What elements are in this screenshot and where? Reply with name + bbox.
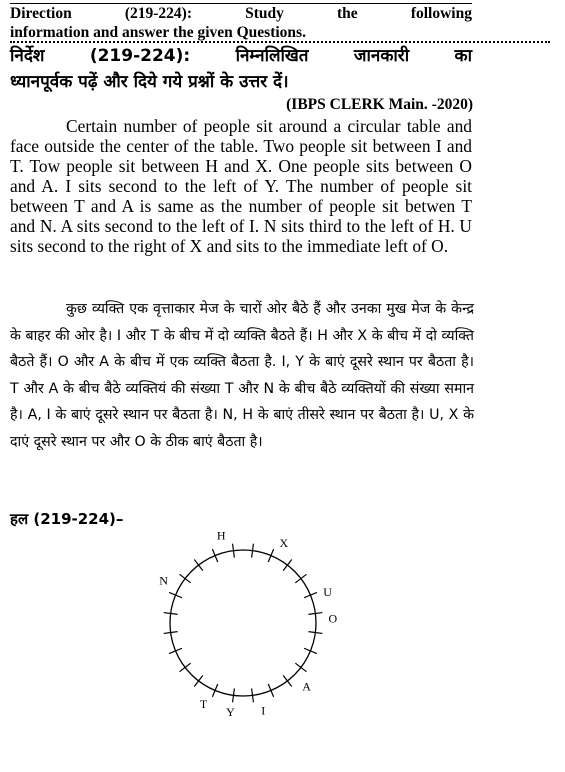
solution-label: हल (219-224)– xyxy=(10,510,124,528)
seat-tick xyxy=(169,648,182,653)
direction-english-line1 xyxy=(10,4,472,23)
seat-label: I xyxy=(261,703,266,718)
seat-tick xyxy=(283,675,292,686)
direction-word: the xyxy=(337,5,358,22)
seat-label: H xyxy=(216,528,226,543)
direction-word: Study xyxy=(245,5,284,22)
seat-tick xyxy=(194,675,203,686)
seat-label: O xyxy=(328,611,338,626)
direction-hindi-line1 xyxy=(10,43,472,69)
question-paragraph-english: Certain number of people sit around a circular table and face outside the center of the table. Two people sit between I and T. Tow people sit between H and X. One people sits between O and A. I sits second to the left of Y. The number of people sit between T and A is same as the number of people sit betwen T and N. A sits second to the left of I. N sits third to the left of H. U sits second to the right of X and sits to the immediate left of O. xyxy=(10,116,472,256)
seat-tick xyxy=(194,560,203,571)
direction-word: जानकारी xyxy=(353,46,410,66)
seat-tick xyxy=(180,574,191,583)
seat-label: T xyxy=(199,696,208,711)
seat-tick xyxy=(212,549,217,562)
direction-english-line2: information and answer the given Questions. xyxy=(10,24,306,41)
seat-tick xyxy=(283,560,292,571)
direction-hindi-line2: ध्यानपूर्वक पढ़ें और दिये गये प्रश्नों के उत्तर दें। xyxy=(10,72,289,92)
seat-label: U xyxy=(323,585,332,600)
direction-hindi xyxy=(10,43,472,95)
seat-tick xyxy=(295,574,306,583)
direction-word: निम्नलिखित xyxy=(235,46,309,66)
seat-label: N xyxy=(159,573,168,588)
seat-tick xyxy=(180,663,191,672)
seat-tick xyxy=(304,592,317,597)
direction-word: Direction xyxy=(10,5,72,22)
seat-tick xyxy=(268,684,273,697)
seating-diagram xyxy=(140,525,360,725)
direction-english xyxy=(10,4,472,42)
seat-label: A xyxy=(302,679,311,694)
direction-word: following xyxy=(410,5,472,22)
direction-word: निर्देश xyxy=(10,46,45,66)
direction-word: (219-224): xyxy=(89,46,191,66)
direction-word: का xyxy=(454,46,472,66)
question-paragraph-hindi: कुछ व्यक्ति एक वृत्ताकार मेज के चारों ओर बैठे हैं और उनका मुख मेज के केन्द्र के बाहर की ओर है। I और T के बीच में दो व्यक्ति बैठते हैं। H और X के बीच में दो व्यक्ति बैठते हैं। O और A के बीच में एक व्यक्ति बैठता है. I, Y के बाएं दूसरे स्थान पर बैठता है। T और A के बीच बैठे व्यक्तियं की संख्या T और N के बीच बैठे व्यक्तियों की संख्या समान है। A, I के बाएं दूसरे स्थान पर बैठता है। N, H के बाएं तीसरे स्थान पर बैठता है। U, X के दाएं दूसरे स्थान पर और O के ठीक बाएं बैठता है। xyxy=(10,301,474,450)
exam-source: (IBPS CLERK Main. -2020) xyxy=(286,96,473,113)
seat-tick xyxy=(169,592,182,597)
seat-tick xyxy=(212,684,217,697)
seat-tick xyxy=(304,648,317,653)
seat-label: X xyxy=(279,535,289,550)
seat-tick xyxy=(295,663,306,672)
seat-label: Y xyxy=(226,705,235,720)
seat-labels xyxy=(159,529,337,719)
direction-word: (219-224): xyxy=(124,5,192,22)
seat-tick xyxy=(268,549,273,562)
table-circle xyxy=(170,550,316,696)
seat-ticks xyxy=(164,544,323,703)
